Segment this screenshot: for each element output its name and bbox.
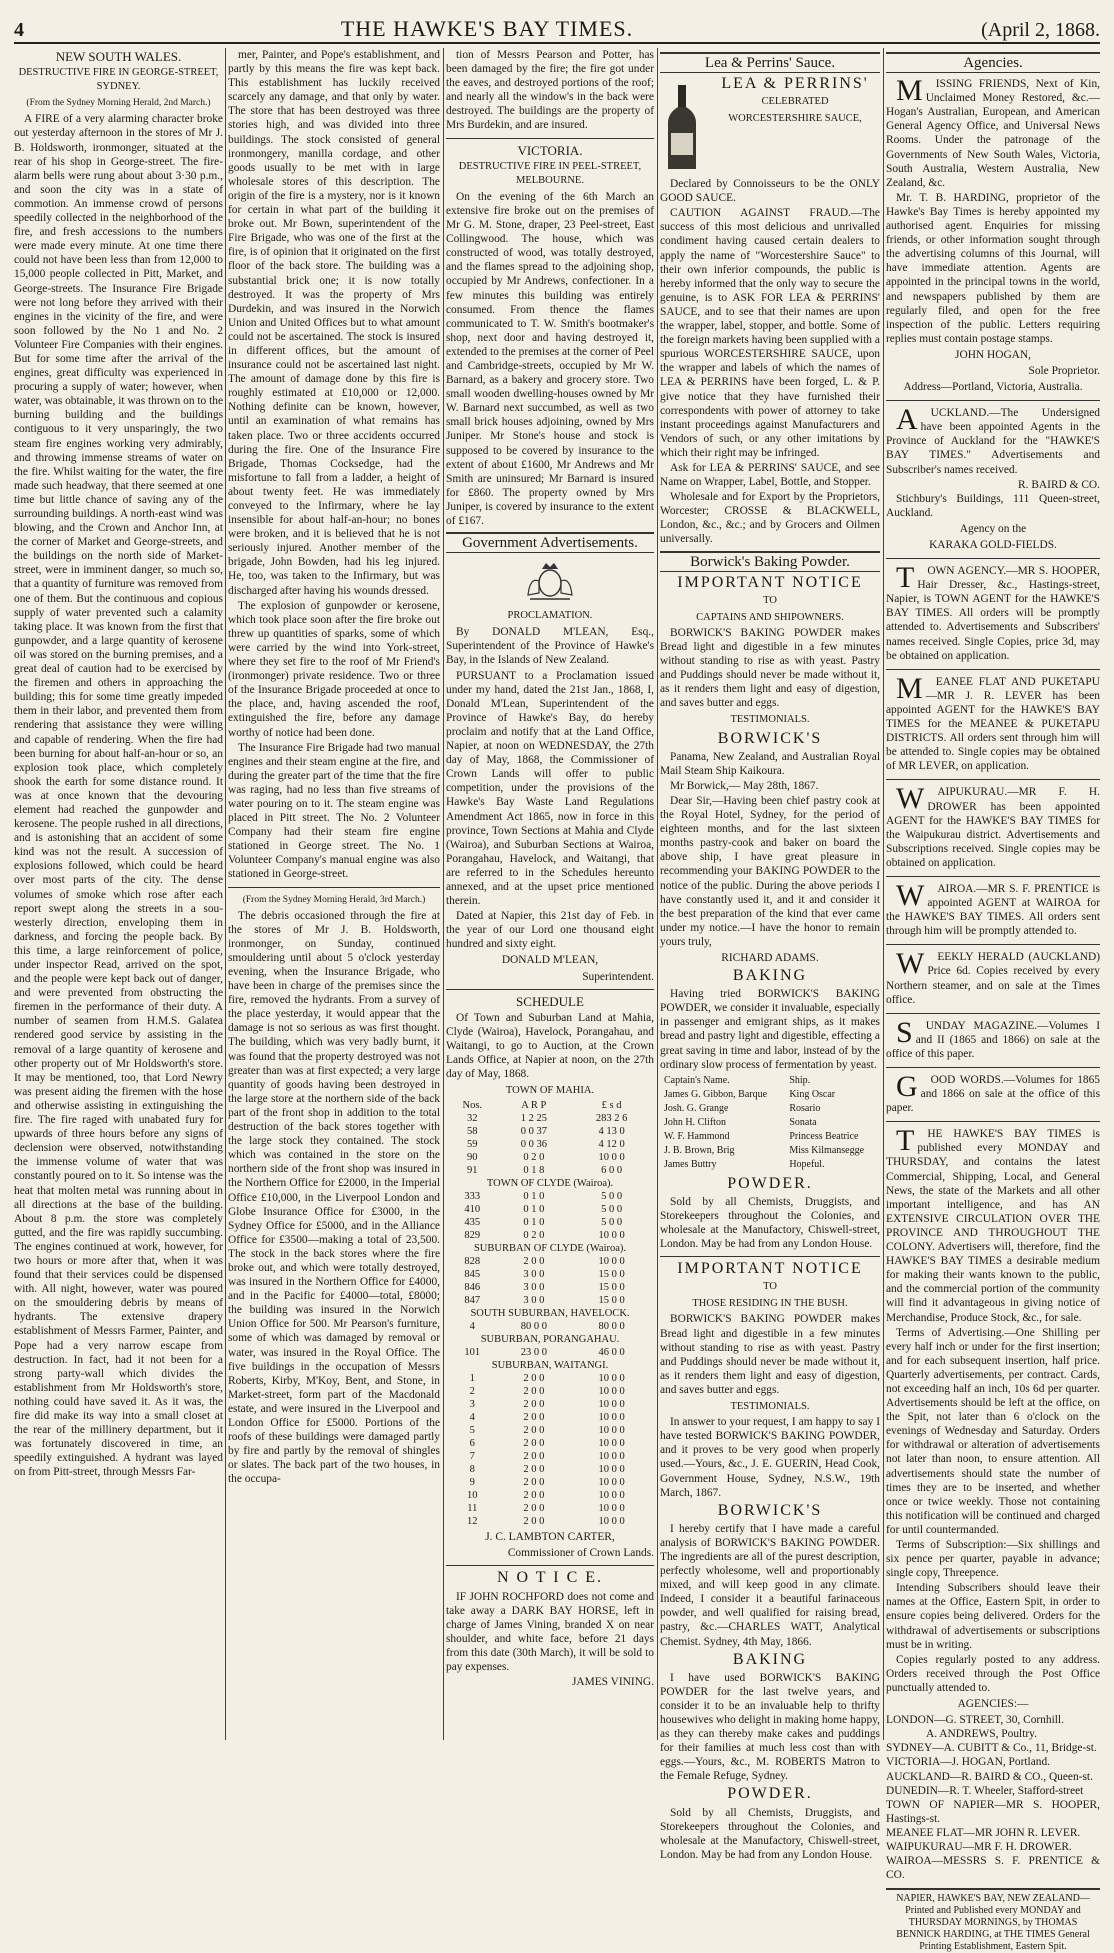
table-cell: 15 0 0 — [598, 1295, 625, 1307]
borwick-text-2: Having tried BORWICK'S BAKING POWDER, we consider it invaluable, especially in passenger and emigrant ships, as it makes bread and pastry light and digestible, effecting a great saving in time and labor, instead of by the ordinary slow process of fermentation by yeast. — [660, 988, 880, 1071]
waipukurau-agency-ad — [886, 782, 1100, 870]
table-cell: 58 — [467, 1126, 478, 1138]
table-row — [446, 1164, 654, 1177]
table-cell: 2 0 0 — [523, 1464, 545, 1476]
important-notice-1-sub: CAPTAINS AND SHIPOWNERS. — [696, 611, 844, 623]
table-cell: £ s d — [601, 1100, 622, 1112]
table-cell: 10 0 0 — [598, 1399, 625, 1411]
fire-article-debris: The debris occasioned through the fire at the stores of Mr J. B. Holdsworth, ironmonger, on Sunday, continued smouldering until about 5 o'clock yesterday evening, when the Insurance Brigade, who have been in charge of the premises since the fire, removed the hydrants. From a survey of the place yesterday, it would appear that the damage is not so serious as was first thought. The building, which was very badly burnt, it was found that the property destroyed was not greater than was at first expected; a very large quantity of goods having been destroyed in the large store at the northern side of the back part of the front shop in addition to the total destruction of the back stores together with the large stock they contained. The stock which was contained in the store on the northern side of the front shop was insured in the Northern Office for £2000, in the Imperial Office £10,000, in the Liverpool London and Globe Insurance Office for £3000, in the Sydney Office for £5000, and in the Alliance Office for £3500—making a total of 23,500. The stock in the back stores where the fire broke out, and which were totally destroyed, was insured in the Northern Office for £4000, and in the Pacific for £4000—total, £8000; the building was insured in the Norwich Union Office for 500. Mr Pearson's furniture, some of which was damaged by removal or water, was insured in the Royal Office. The five buildings in the occupation of Messrs Roberts, Kirby, M'Koy, Bent, and Stone, in Market-street, form part of the Macdonald estate, and were insured in the Liverpool and London Office for £5000. Portions of the roofs of these buildings were damaged partly by fire and partly by the removal of shingles or slates. The back part of the two houses, in the occupa- — [228, 909, 440, 1486]
table-cell: 0 1 0 — [523, 1191, 545, 1203]
table-cell: 2 0 0 — [523, 1425, 545, 1437]
proclamation-dated: Dated at Napier, this 21st day of Feb. in the year of our Lord one thousand eight hundred and sixty eight. — [446, 910, 654, 951]
table-row — [446, 1190, 654, 1203]
divider — [886, 669, 1100, 670]
table-row — [446, 1450, 654, 1463]
table-cell: 46 0 0 — [598, 1347, 625, 1359]
divider — [660, 1256, 880, 1257]
table-cell: 7 — [469, 1451, 475, 1463]
testimonials-label: TESTIMONIALS. — [730, 714, 810, 726]
table-cell: 2 0 0 — [523, 1438, 545, 1450]
table-cell: 3 0 0 — [523, 1269, 545, 1281]
borwicks-label: BORWICK'S — [717, 729, 823, 747]
table-row — [446, 1216, 654, 1229]
table-cell: 0 0 36 — [520, 1139, 547, 1151]
column-1 — [14, 48, 223, 1740]
hogan-agency-ad — [886, 74, 1100, 394]
table-row — [446, 1463, 654, 1476]
table-cell: 10 0 0 — [598, 1230, 625, 1242]
table-cell: Josh. G. Grange — [664, 1102, 729, 1114]
table-cell: 10 0 0 — [598, 1503, 625, 1515]
testimonials-label-2: TESTIMONIALS. — [730, 1401, 810, 1413]
divider — [886, 1067, 1100, 1068]
table-cell: 8 — [469, 1464, 475, 1476]
table-row — [662, 1159, 878, 1171]
roberts-testimonial: I have used BORWICK'S BAKING POWDER for the last twelve years, and consider it to be an invaluable help to thrifty housewives who delight in making home happy, as they can thereby make cakes and puddings for their families at much less cost than with eggs.—Yours, &c., M. ROBERTS Matron to the Female Refuge, Sydney. — [660, 1671, 880, 1783]
section-title-cell: SOUTH SUBURBAN, HAVELOCK. — [470, 1308, 630, 1320]
divider — [886, 558, 1100, 559]
land-schedule-table — [446, 1099, 654, 1528]
borwick-text-1: BORWICK'S BAKING POWDER makes Bread light and digestible in a few minutes without standing to rise as with yeast. Pastry and Puddings should never be made without it, as it renders them light and easy of digestion, and saves butter and eggs. — [660, 626, 880, 710]
nsw-subheading: DESTRUCTIVE FIRE IN GEORGE-STREET, SYDNEY. — [18, 67, 219, 93]
lea-perrins-ask: Ask for LEA & PERRINS' SAUCE, and see Name on Wrapper, Label, Bottle, and Stopper. — [660, 461, 880, 489]
table-cell: James G. Gibbon, Barque — [664, 1088, 768, 1100]
hbt-ad-text: THE HAWKE'S BAY TIMES is published every MONDAY and THURSDAY, and contains the latest Commercial, Shipping, Local, and General News, the state of the Markets and all other important intelligence, and has AN EXTENSIVE CIRCULATION OVER THE PROVINCE AND THROUGHOUT THE COLONY. Advertisers will, therefore, find the HAWKE'S BAY TIMES a desirable medium for making their wants known to the public, and the commercial portion of the community will find it advantageous in giving notice of Merchandise, Produce Stock, &c., for sale. — [886, 1124, 1100, 1324]
table-cell: 5 0 0 — [601, 1191, 623, 1203]
table-header-row — [662, 1075, 878, 1087]
table-row — [446, 1138, 654, 1151]
waipukurau-agency-text: WAIPUKURAU.—MR F. H. DROWER has been appointed AGENT for the HAWKE'S BAY TIMES for the Waipukurau district. Advertisements and Subscriptions received. Single copies may be obtained on application. — [886, 782, 1100, 869]
table-cell: 2 0 0 — [523, 1477, 545, 1489]
table-section-title — [446, 1177, 654, 1190]
agency-item: TOWN OF NAPIER—MR S. HOOPER, Hastings-st. — [886, 1798, 1100, 1825]
table-row — [446, 1320, 654, 1333]
table-row — [446, 1424, 654, 1437]
table-row — [446, 1229, 654, 1242]
table-cell: King Oscar — [789, 1088, 836, 1100]
table-row — [446, 1125, 654, 1138]
table-cell: 1 — [469, 1373, 475, 1385]
table-cell: 4 — [469, 1321, 475, 1333]
hbt-terms-subscription: Terms of Subscription:—Six shillings and six pence per quarter, payable in advance; single copy, Threepence. — [886, 1539, 1100, 1580]
table-row — [446, 1346, 654, 1359]
table-cell: 10 0 0 — [598, 1438, 625, 1450]
table-row — [446, 1255, 654, 1268]
schedule-signature: J. C. LAMBTON CARTER, — [485, 1531, 615, 1544]
table-cell: 2 0 0 — [523, 1412, 545, 1424]
powder-label: POWDER. — [727, 1174, 813, 1192]
table-cell: 0 1 0 — [523, 1217, 545, 1229]
victoria-article: On the evening of the 6th March an extensive fire broke out on the premises of Mr G. M. Stone, draper, 23 Peel-street, East Collingwood. The house, which was constructed of wood, was totally destroyed, and the flames spread to the adjoining shop, occupied by Mr Andrews, confectioner. In a few minutes this building was entirely consumed. From thence the flames communicated to T. W. Smith's bootmaker's shop, next door and having destroyed it, extended to the premises at the corner of Peel and Cambridge-streets, occupied by Mr W. Barnard, as a bakery and grocery store. Two small wooden dwelling-houses owned by Mr W. Barnard next succumbed, as well as two small brick houses adjoining, owned by Mrs Juniper. Mr Stone's house and stock is supposed to be covered by insurance to the extent of about £1600, Mr Andrews and Mr Smith are uninsured; Mr Barnard is insured for £860. The property owned by Mrs Juniper, is covered by insurance to the extent of £167. — [446, 190, 654, 527]
table-cell: Rosario — [789, 1102, 821, 1114]
table-cell: 410 — [464, 1204, 481, 1216]
divider — [228, 887, 440, 888]
table-section-title — [446, 1333, 654, 1346]
watt-testimonial: I hereby certify that I have made a careful analysis of BORWICK'S BAKING POWDER. The ingredients are all of the purest description, perfectly wholesome, well and proportionably mixed, and will keep good in any climate. Indeed, I consider it a beautiful farinaceous powder, and well qualified for raising bread, pastry, &c.—CHARLES WATT, Analytical Chemist. Sydney, 4th May, 1866. — [660, 1522, 880, 1648]
table-cell: James Buttry — [664, 1158, 717, 1170]
table-cell: 9 — [469, 1477, 475, 1489]
table-cell: 10 0 0 — [598, 1152, 625, 1164]
table-cell: Nos. — [462, 1100, 483, 1112]
section-title-cell: SUBURBAN OF CLYDE (Wairoa). — [473, 1243, 627, 1255]
borwick-signature: RICHARD ADAMS. — [721, 951, 819, 964]
divider — [446, 1565, 654, 1566]
hogan-ad-harding: Mr. T. B. HARDING, proprietor of the Hawke's Bay Times is hereby appointed my authorised agent. Enquiries for missing friends, or other information sought through the advertising columns of this Journal, will have immediate attention. Agents are appointed in the principal towns in the world, and newspapers published by them are regularly filed, and open for the free inspection of the public. Letters requiring replies must contain postage stamps. — [886, 191, 1100, 345]
table-cell: 2 0 0 — [523, 1399, 545, 1411]
sunday-magazine-text: SUNDAY MAGAZINE.—Volumes I and II (1865 and 1866) on sale at the office of this paper. — [886, 1015, 1100, 1060]
borwick-sold: Sold by all Chemists, Druggists, and Storekeepers throughout the Colonies, and wholesale at the Manufactory, Chiswell-street, London. May be had from any London House. — [660, 1195, 880, 1251]
table-row — [446, 1281, 654, 1294]
table-cell: 10 0 0 — [598, 1425, 625, 1437]
table-row — [446, 1112, 654, 1125]
table-cell: 846 — [464, 1282, 481, 1294]
lea-perrins-celebrated: CELEBRATED — [761, 96, 829, 108]
table-row — [446, 1294, 654, 1307]
column-divider — [657, 48, 658, 1740]
table-cell: 5 0 0 — [601, 1204, 623, 1216]
table-cell: 12 — [467, 1516, 478, 1528]
table-cell: 5 — [469, 1425, 475, 1437]
agencies-heading: Agencies. — [886, 52, 1100, 73]
table-cell: 5 0 0 — [601, 1217, 623, 1229]
agency-item: VICTORIA—J. HOGAN, Portland. — [886, 1756, 1051, 1769]
column-divider — [883, 48, 884, 1740]
nsw-source: (From the Sydney Morning Herald, 2nd March.) — [26, 98, 211, 109]
lea-perrins-declared: Declared by Connoisseurs to be the ONLY GOOD SAUCE. — [660, 178, 880, 205]
nsw-article-text: A FIRE of a very alarming character broke out yesterday afternoon in the stores of Mr J. B. Holdsworth, ironmonger, situated at the rear of his shop in George-street. The fire-alarm bells were rung about about 3·30 p.m., and soon the city was in a state of commotion. An immense crowd of persons speedily collected in the neighborhood of the fire, and fresh accessions to the numbers were made every minute. At one time there could not have been less than from 12,000 to 15,000 people collected in Pitt, Market, and George-streets. The Insurance Fire Brigade were not long before they arrived with their engines in the vicinity of the fire, and were soon followed by the No 1 and No. 2 Volunteer Fire Companies with their engines. But for some time after the arrival of the engines, great difficulty was experienced in procuring a supply of water; however, when water, was obtainable, it was thrown on to the burning building and the buildings contiguous to it very unsparingly, the two steam fire engines working very admirably, and throwing immense streams of water on the fire. Whilst waiting for the water, the fire made such headway, that there seemed at one time but little chance of saving any of the surrounding buildings. A north-east wind was blowing, and the Crown and Anchor Inn, at the corner of Market and George-streets, and the buildings on the north side of Market-street, were in imminent danger, so much so, that a quantity of furniture was removed from one of them. But the continuous and copious supply of water prevented such a calamity taking place. It was known from the first that gunpowder, and a large quantity of kerosene oil was stored on the burning premises, and a great deal of caution had to be exercised by the firemen and others in approaching the building; this for some time greatly impeded them in their labor, and prevented them from rendering that assistance they were willing and capable of rendering. When the fire had been burning for about half-an-hour or so, an explosion took place, which completely shook the earth for some distance round. It was at once known that the devouring element had reached the gunpowder and kerosene. The people rushed in all directions, and is astonishing that an accident of some kind was not the result. A succession of explosions followed, which could be heard over most parts of the city. The dense volumes of smoke which rose after each report swept along the streets in a sou-westerly direction, enveloping them in darkness, and forcing the people back. By this time, a large reinforcement of police, under inspector Read, arrived on the spot, and the people were kept back out of danger, and were prevented from obstructing the firemen in the performance of their duty. A number of seamen from H.M.S. Galatea rendered good service by assisting in the removal of a large quantity of kerosene and other property out of Mr Holdsworth's store. It may be mentioned, too, that Lord Newry was present aiding the firemen with the hose and otherwise assisting in extinguishing the fire. The fire raged with unabated fury for upwards of three hours before any signs of declension were observed, notwithstanding the immense volume of water that was constantly poured on to it. So intense was the heat that molten metal was running about in all directions at the base of the building. About 8 p.m. the store was completely gutted, and the fire was rapidly succumbing. The engines continued at work, however, for two hours or more after that, when it was found that their services could be dispensed with. All night, however, water was poured on the smouldering debris by means of hydrants. The extensive drapery establishment of Messrs Farmer, Painter, and Pope had a very narrow escape from destruction. In fact, had it not been for a strong party-wall which divides the establishment from Mr Holdsworth's store, nothing could have saved it. As it was, the fire did make its way into a small closet at the rear of the millinery department, but it was fortunately discovered in time, an speedily extinguished. A hydrant was layed on from Pitt-street, through Messrs Far- — [14, 113, 223, 1479]
masthead — [14, 10, 1100, 44]
notice-text: IF JOHN ROCHFORD does not come and take away a DARK BAY HORSE, left in charge of James Vining, branded X on near shoulder, and white face, before 21 days from this date (30th March), it will be sold to pay expenses. — [446, 1590, 654, 1674]
table-cell: 2 — [469, 1386, 475, 1398]
wairoa-agency-text: WAIROA.—MR S. F. PRENTICE is appointed AGENT at WAIROA for the HAWKE'S BAY TIMES. All orders sent through him will be promptly attended to. — [886, 878, 1100, 938]
table-cell: 23 0 0 — [520, 1347, 547, 1359]
table-cell: 80 0 0 — [520, 1321, 547, 1333]
table-cell: 2 0 0 — [523, 1386, 545, 1398]
good-words-text: GOOD WORDS.—Volumes for 1865 and 1866 on sale at the office of this paper. — [886, 1070, 1100, 1115]
lea-perrins-brand: LEA & PERRINS' — [721, 75, 869, 93]
table-cell: 10 0 0 — [598, 1256, 625, 1268]
hogan-role: Sole Proprietor. — [1028, 364, 1100, 377]
table-cell: 829 — [464, 1230, 481, 1242]
table-row — [446, 1398, 654, 1411]
auckland-agency-ad — [886, 403, 1100, 552]
table-row — [662, 1089, 878, 1101]
borwicks-label-2: BORWICK'S — [717, 1501, 823, 1519]
agency-item: AUCKLAND—R. BAIRD & CO., Queen-st. — [886, 1770, 1093, 1783]
table-section-title — [446, 1359, 654, 1372]
table-cell: 59 — [467, 1139, 478, 1151]
table-cell: 91 — [467, 1165, 478, 1177]
royal-crest-icon — [520, 559, 580, 603]
agency-item: SYDNEY—A. CUBITT & Co., 11, Bridge-st. — [886, 1742, 1097, 1755]
table-cell: J. B. Brown, Brig — [664, 1144, 735, 1156]
table-cell: Miss Kilmansegge — [789, 1144, 865, 1156]
divider — [886, 944, 1100, 945]
table-cell: 10 0 0 — [598, 1451, 625, 1463]
table-cell: 10 0 0 — [598, 1516, 625, 1528]
hbt-terms-advertising: Terms of Advertising.—One Shilling per every half inch or under for the first insertion; and for each subsequent insertion, half price. Quarterly advertisements, per contract. Cards, not exceeding half an inch, 10s 6d per quarter. Advertisements should be left at the office, on the Spit, not later than 6 o'clock on the evenings of Wednesday and Saturday. Orders for withdrawal or alteration of advertisements not later than noon, to ensure attention. All advertisements should state the number of times they are to be inserted, and whether once or twice weekly. Those not containing this notification will be continued and charged for until countermanded. — [886, 1326, 1100, 1536]
auckland-ad-text: AUCKLAND.—The Undersigned have been appointed Agents in the Province of Auckland for the "HAWKE'S BAY TIMES." Advertisements and Subscriber's names received. — [886, 403, 1100, 476]
sunday-magazine-ad — [886, 1015, 1100, 1061]
section-title-cell: SUBURBAN, PORANGAHAU. — [480, 1334, 620, 1346]
agency-item: DUNEDIN—R. T. Wheeler, Stafford-street — [886, 1784, 1084, 1797]
table-cell: Sonata — [789, 1116, 817, 1128]
fire-article-cont: mer, Painter, and Pope's establishment, and partly by this means the fire was kept back. This establishment has luckily received scarcely any damage, and that only by water. The store that has been destroyed was three stories high, and was divided into three buildings. The stock consisted of general ironmongery, manilla cordage, and other goods usually to be met with in large wholesale stores of this description. The origin of the fire is a mystery, nor is it known for certain in what part of the building it broke out. Mr Bown, superintendent of the Fire Brigade, who was one of the first at the fire, is of opinion that it originated on the first floor of the back store. The building was a substantial brick one; it is now totally destroyed. It was the property of Mrs Durdekin, and was insured in the Norwich Union and United Offices but to what amount could not be ascertained. The stock is insured in different offices, but the amount of insurance could not be ascertained last night. The amount of damage done by this fire is roughly estimated at £10,000 or 12,000. Nothing definite can be known, however, until an examination of what remains has taken place. Two or three accidents occurred during the fire. One of the Insurance Fire Brigade, Thomas Cocksedge, had the misfortune to fall from a ladder, a height of about twenty feet. He was immediately conveyed to the Infirmary, where he lay insensible for about half-an-hour; no bones were broken, and it is believed that he is not seriously injured. Another member of the brigade, John Bowden, had his leg injured. He, too, was taken to the Infirmary, but was discharged after having his wounds dressed. — [228, 49, 440, 597]
table-cell: 0 1 8 — [523, 1165, 545, 1177]
divider — [886, 1013, 1100, 1014]
borwick-ship-line: Panama, New Zealand, and Australian Royal Mail Steam Ship Kaikoura. — [660, 750, 880, 777]
fire-article-explosion: The explosion of gunpowder or kerosene, which took place soon after the fire broke out threw up quantities of sparks, some of which were carried by the wind into York-street, where they set fire to the roof of Mr Friend's (ironmonger) private residence. Two or three of the Insurance Brigade proceeded at once to the place, and, having ascended the roof, extinguished the fire, before any damage worthy of notice had been done. — [228, 599, 440, 739]
important-notice-1: IMPORTANT NOTICE — [677, 573, 863, 591]
section-title-cell: TOWN OF CLYDE (Wairoa). — [486, 1178, 614, 1190]
column-divider — [225, 48, 226, 1740]
column-2 — [228, 48, 440, 1740]
borwick-date: Mr Borwick,— May 28th, 1867. — [670, 779, 819, 792]
powder-label-2: POWDER. — [727, 1785, 813, 1803]
important-notice-1-to: TO — [763, 594, 777, 606]
karaka-goldfields: KARAKA GOLD-FIELDS. — [929, 539, 1057, 551]
lea-perrins-heading: Lea & Perrins' Sauce. — [660, 52, 880, 73]
table-cell: W. F. Hammond — [664, 1130, 730, 1142]
table-cell: 10 0 0 — [598, 1464, 625, 1476]
divider — [886, 400, 1100, 401]
table-cell: 1 2 25 — [520, 1113, 547, 1125]
table-row — [662, 1103, 878, 1115]
meanee-agency-ad — [886, 671, 1100, 774]
table-row — [446, 1476, 654, 1489]
table-cell: 10 0 0 — [598, 1412, 625, 1424]
mahia-title: TOWN OF MAHIA. — [505, 1085, 595, 1097]
column-3 — [446, 48, 654, 1740]
baking-label-2: BAKING — [732, 1650, 808, 1668]
herald-source-2: (From the Sydney Morning Herald, 3rd March.) — [242, 894, 426, 905]
table-cell: 10 0 0 — [598, 1477, 625, 1489]
table-cell: 0 1 0 — [523, 1204, 545, 1216]
sauce-bottle-icon — [660, 83, 704, 173]
hbt-copies-posted: Copies regularly posted to any address. Orders received through the Post Office punctually attended to. — [886, 1653, 1100, 1694]
table-cell: 435 — [464, 1217, 481, 1229]
page-number: 4 — [14, 19, 24, 41]
table-cell: 10 0 0 — [598, 1490, 625, 1502]
table-cell: Captain's Name. — [664, 1074, 730, 1086]
hogan-ad-text: MISSING FRIENDS, Next of Kin, Unclaimed Money Restored, &c.—Hogan's Australian, European, and American General Agency Office, and Universal News Rooms. Under the patronage of the Governments of New South Wales, Victoria, South Australia, Western Australia, New Zealand, &c. — [886, 74, 1100, 189]
table-cell: Princess Beatrice — [789, 1130, 859, 1142]
borwick-heading: Borwick's Baking Powder. — [660, 551, 880, 572]
notice-title: N O T I C E. — [496, 1569, 604, 1587]
hawkes-bay-times-ad — [886, 1124, 1100, 1882]
town-agency-text: TOWN AGENCY.—MR S. HOOPER, Hair Dresser, &c., Hastings-street, Napier, is TOWN AGENT for the HAWKE'S BAY TIMES. All orders will be promptly attended to. Advertisements and Subscribers' names received. Single Copies, price 3d, may be obtained on application. — [886, 561, 1100, 662]
important-notice-2-sub: THOSE RESIDING IN THE BUSH. — [692, 1298, 848, 1310]
divider — [886, 1121, 1100, 1122]
table-cell: Hopeful. — [789, 1158, 825, 1170]
schedule-signature-role: Commissioner of Crown Lands. — [507, 1547, 654, 1560]
table-cell: Ship. — [789, 1074, 811, 1086]
table-header-row — [446, 1099, 654, 1112]
schedule-title: SCHEDULE — [516, 993, 584, 1009]
table-cell: 283 2 6 — [595, 1113, 628, 1125]
table-cell: 6 0 0 — [601, 1165, 623, 1177]
table-section-title — [446, 1307, 654, 1320]
proclamation-title: PROCLAMATION. — [507, 610, 593, 622]
fire-article-end: tion of Messrs Pearson and Potter, has been damaged by the fire; the fire got under the eaves, and destroyed portions of the roof; and nearly all the window's in the back were destroyed. The buildings are the property of Mrs Burdekin, and are insured. — [446, 49, 654, 132]
divider — [446, 138, 654, 139]
printer-imprint: NAPIER, HAWKE'S BAY, NEW ZEALAND—Printed and Published every MONDAY and THURSDAY MORNINGS, by THOMAS BENNICK HARDING, at THE TIMES General Printing Establishment, Eastern Spit. — [886, 1888, 1100, 1953]
table-row — [446, 1411, 654, 1424]
table-cell: 3 0 0 — [523, 1282, 545, 1294]
agencies-list-title: AGENCIES:— — [957, 1698, 1029, 1711]
weekly-herald-text: WEEKLY HERALD (AUCKLAND) Price 6d. Copies received by every Northern steamer, and on sale at the Times office. — [886, 947, 1100, 1006]
column-5 — [886, 48, 1100, 1953]
table-cell: 3 0 0 — [523, 1295, 545, 1307]
guerin-testimonial: In answer to your request, I am happy to say I have tested BORWICK'S BAKING POWDER, and it proves to be very good when properly used.—Yours, &c., J. E. GUERIN, Head Cook, Government House, Sydney, N.S.W., 19th March, 1867. — [660, 1416, 880, 1499]
good-words-ad — [886, 1070, 1100, 1115]
auckland-address: Stichbury's Buildings, 111 Queen-street, Auckland. — [886, 492, 1100, 519]
table-cell: 845 — [464, 1269, 481, 1281]
table-cell: 6 — [469, 1438, 475, 1450]
borwick-sold-2: Sold by all Chemists, Druggists, and Storekeepers throughout the Colonies, and wholesale at the Manufactory, Chiswell-street, London. May be had from any London House. — [660, 1806, 880, 1861]
agency-item: WAIROA—MESSRS S. F. PRENTICE & CO. — [886, 1855, 1100, 1882]
table-section-title — [446, 1242, 654, 1255]
table-cell: 2 0 0 — [523, 1451, 545, 1463]
table-row — [446, 1437, 654, 1450]
table-cell: 828 — [464, 1256, 481, 1268]
fire-article-engines: The Insurance Fire Brigade had two manual engines and their steam engine at the fire, and during the greater part of the time that the fire was raging, had no less than five streams of water pouring on to it. The steam engine was placed in Pitt street. The No. 2 Volunteer Company had their steam fire engine stationed in George street. The No. 1 Volunteer Company's manual engine was also stationed in George-street. — [228, 741, 440, 881]
table-row — [446, 1385, 654, 1398]
proclamation-text: PURSUANT to a Proclamation issued under my hand, dated the 21st Jan., 1868, I, Donald M'Lean, Superintendent of the Province of Hawke's Bay, do hereby proclaim and notify that at the Land Office, Napier, at noon on WEDNESDAY, the 27th day of May, 1868, the Commissioner of Crown Lands will offer to public competition, under the provisions of the Hawke's Bay Waste Land Regulations Amendment Act 1865, now in force in this province, Town Sections at Mahia and Clyde (Wairoa), and Suburban Sections at Wairoa, Porangahau, Havelock, and Waitangi, that are referred to in the Schedules hereunto annexed, and at the upset price mentioned therein. — [446, 669, 654, 908]
ship-captains-table — [660, 1073, 880, 1173]
table-cell: 3 — [469, 1399, 475, 1411]
table-row — [446, 1515, 654, 1528]
meanee-agency-text: MEANEE FLAT AND PUKETAPU —MR J. R. LEVER has been appointed AGENT for the HAWKE'S BAY TIMES for the MEANEE & PUKETAPU DISTRICTS. All orders sent through him will be attended to. Single copies may be obtained of MR LEVER, on application. — [886, 671, 1100, 773]
table-row — [446, 1203, 654, 1216]
karaka-agency: Agency on the — [959, 522, 1027, 535]
agency-item: WAIPUKURAU—MR F. H. DROWER. — [886, 1840, 1072, 1853]
table-row — [446, 1151, 654, 1164]
agency-item: A. ANDREWS, Poultry. — [926, 1728, 1037, 1741]
table-cell: 847 — [464, 1295, 481, 1307]
table-cell: 0 2 0 — [523, 1230, 545, 1242]
lea-perrins-wholesale: Wholesale and for Export by the Proprietors, Worcester; CROSSE & BLACKWELL, London, &c., &c.; and by Grocers and Oilmen universally. — [660, 491, 880, 546]
table-cell: 2 0 0 — [523, 1516, 545, 1528]
notice-signature: JAMES VINING. — [571, 1676, 654, 1689]
victoria-subheading: DESTRUCTIVE FIRE IN PEEL-STREET, MELBOURNE. — [458, 160, 642, 186]
table-row — [446, 1489, 654, 1502]
borwick-letter: Dear Sir,—Having been chief pastry cook at the Royal Hotel, Sydney, for the period of eighteen months, and for the last sixteen months pastry-cook and baker on board the above ship, I have great pleasure in recommending your BAKING POWDER to the notice of the public. During the above periods I have constantly used it, and it and consider it the best preparation of the kind that ever came under my notice.—I have the honor to remain yours truly, — [660, 794, 880, 948]
table-row — [662, 1117, 878, 1129]
agencies-list — [886, 1713, 1100, 1882]
baking-label: BAKING — [732, 967, 808, 985]
table-cell: 4 13 0 — [598, 1126, 625, 1138]
table-row — [446, 1372, 654, 1385]
agency-item: MEANEE FLAT—MR JOHN R. LEVER. — [886, 1826, 1081, 1839]
table-cell: 2 0 0 — [523, 1373, 545, 1385]
victoria-heading: VICTORIA. — [517, 142, 583, 158]
table-cell: John H. Clifton — [664, 1116, 726, 1128]
table-row — [662, 1145, 878, 1157]
table-cell: 11 — [467, 1503, 478, 1515]
section-title-cell: SUBURBAN, WAITANGI. — [491, 1360, 609, 1372]
table-row — [662, 1131, 878, 1143]
divider — [446, 989, 654, 990]
table-cell: 0 2 0 — [523, 1152, 545, 1164]
table-cell: 333 — [464, 1191, 481, 1203]
column-divider — [443, 48, 444, 1740]
proclamation-by: By DONALD M'LEAN, Esq., Superintendent of the Province of Hawke's Bay, in the Islands of New Zealand. — [446, 626, 654, 667]
important-notice-2: IMPORTANT NOTICE — [677, 1260, 863, 1278]
table-cell: A R P — [521, 1100, 547, 1112]
agency-item: LONDON—G. STREET, 30, Cornhill. — [886, 1714, 1064, 1727]
table-cell: 15 0 0 — [598, 1282, 625, 1294]
wairoa-agency-ad — [886, 878, 1100, 938]
lea-perrins-caution: CAUTION AGAINST FRAUD.—The success of this most delicious and unrivalled condiment having caused certain dealers to apply the name of "Worcestershire Sauce" to their own inferior compounds, the public is hereby informed that the only way to secure the genuine, is to ASK FOR LEA & PERRINS' SAUCE, and to see that their names are upon the wrapper, label, stopper, and bottle. Some of the foreign markets having been supplied with a spurious WORCESTERSHIRE SAUCE, upon the wrapper and labels of which the names of LEA & PERRINS have been forged, L. & P. give notice that they have furnished their correspondents with power of attorney to take instant proceedings against Manufacturers and Vendors of such, or any other imitations by which their right may be infringed. — [660, 207, 880, 459]
proclamation-signature: DONALD M'LEAN, — [501, 954, 599, 967]
table-cell: 2 0 0 — [523, 1256, 545, 1268]
table-cell: 10 — [467, 1490, 478, 1502]
weekly-herald-ad — [886, 947, 1100, 1006]
table-row — [446, 1268, 654, 1281]
divider — [886, 779, 1100, 780]
table-cell: 101 — [464, 1347, 481, 1359]
divider — [886, 876, 1100, 877]
table-cell: 90 — [467, 1152, 478, 1164]
table-cell: 0 0 37 — [520, 1126, 547, 1138]
table-cell: 4 12 0 — [598, 1139, 625, 1151]
newspaper-title: THE HAWKE'S BAY TIMES. — [340, 16, 634, 41]
column-4 — [660, 48, 880, 1861]
issue-date: (April 2, 1868. — [981, 19, 1100, 41]
important-notice-2-to: TO — [763, 1281, 777, 1293]
proclamation-signature-role: Superintendent. — [582, 970, 654, 983]
table-cell: 2 0 0 — [523, 1503, 545, 1515]
schedule-intro: Of Town and Suburban Land at Mahia, Clyde (Wairoa), Havelock, Porangahau, and Waitangi, to go to Auction, at the Crown Lands Office, at Napier at noon, on the 27th day of May, 1868. — [446, 1011, 654, 1081]
borwick-text-3: BORWICK'S BAKING POWDER makes Bread light and digestible in a few minutes without standing to rise as with yeast. Pastry and Puddings should never be made without it, as it renders them light and easy of digestion, and saves butter and eggs. — [660, 1313, 880, 1396]
table-cell: 2 0 0 — [523, 1490, 545, 1502]
table-cell: 4 — [469, 1412, 475, 1424]
table-row — [446, 1502, 654, 1515]
table-cell: 10 0 0 — [598, 1373, 625, 1385]
table-cell: 32 — [467, 1113, 478, 1125]
nsw-heading: NEW SOUTH WALES. — [55, 49, 182, 64]
table-cell: 80 0 0 — [598, 1321, 625, 1333]
auckland-signature: R. BAIRD & CO. — [1018, 478, 1100, 491]
lea-perrins-product: WORCESTERSHIRE SAUCE, — [728, 113, 862, 125]
hogan-address: Address—Portland, Victoria, Australia. — [903, 381, 1083, 394]
government-ads-heading: Government Advertisements. — [446, 532, 654, 553]
table-cell: 15 0 0 — [598, 1269, 625, 1281]
hbt-intending-subscribers: Intending Subscribers should leave their names at the Office, Eastern Spit, in order to ensure copies being delivered. Orders for the withdrawal of advertisements or subscriptions must be in writing. — [886, 1582, 1100, 1651]
table-cell: 10 0 0 — [598, 1386, 625, 1398]
hogan-signature: JOHN HOGAN, — [955, 348, 1031, 361]
town-agency-ad — [886, 561, 1100, 663]
